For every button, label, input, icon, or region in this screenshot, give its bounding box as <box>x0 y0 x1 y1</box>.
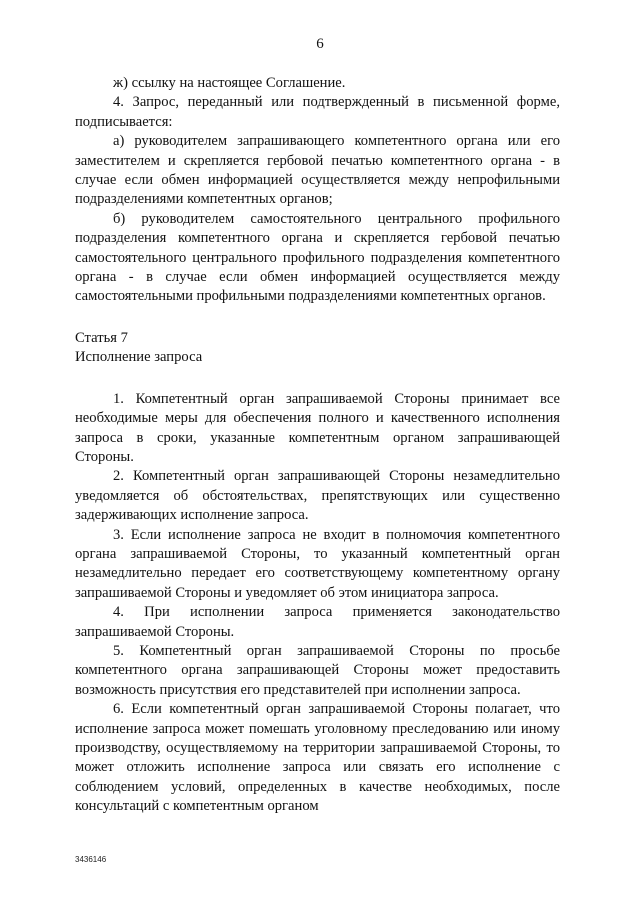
page-number: 6 <box>316 36 324 52</box>
paragraph: 6. Если компетентный орган запрашиваемой Стороны полагает, что исполнение запроса может помешать уголовному преследованию или иному производству, осуществляемому на территории запрашиваемой Стороны, то может отложить исполнение запроса или связать его исполнение с соблюдением условий, определенных в качестве необходимых, после консультаций с компетентным органом <box>75 701 560 815</box>
document-id: 3436146 <box>75 855 107 864</box>
paragraph: 1. Компетентный орган запрашиваемой Стороны принимает все необходимые меры для обеспечения полного и качественного исполнения запроса в сроки, указанные компетентным органом запрашивающей Стороны. <box>75 390 560 465</box>
article-subtitle: Исполнение запроса <box>75 349 203 366</box>
paragraph: 3. Если исполнение запроса не входит в полномочия компетентного органа запрашиваемой Стороны, то указанный компетентный орган незамедлительно передает его соответствующему компетентному органу запрашиваемой Стороны и уведомляет об этом инициатора запроса. <box>75 526 560 601</box>
paragraph: 4. При исполнении запроса применяется законодательство запрашиваемой Стороны. <box>75 604 560 640</box>
document-body <box>75 74 560 817</box>
paragraph: 5. Компетентный орган запрашиваемой Стороны по просьбе компетентного органа запрашивающей Стороны может предоставить возможность присутствия его представителей при исполнении запроса. <box>75 642 560 698</box>
paragraph: а) руководителем запрашивающего компетентного органа или его заместителем и скрепляется гербовой печатью компетентного органа - в случае если обмен информацией осуществляется между непрофильными подразделениями компетентных органов; <box>75 133 560 208</box>
paragraph: 2. Компетентный орган запрашивающей Стороны незамедлительно уведомляется об обстоятельствах, препятствующих или существенно задерживающих исполнение запроса. <box>75 468 560 524</box>
paragraph: ж) ссылку на настоящее Соглашение. <box>113 75 346 91</box>
article-title: Статья 7 <box>75 329 128 346</box>
paragraph: б) руководителем самостоятельного центрального профильного подразделения компетентного органа и скрепляется гербовой печатью самостоятельного центрального профильного подразделения компетентного органа - в случае если обмен информацией осуществляется между самостоятельными профильными подразделениями компетентных органов. <box>75 210 560 305</box>
paragraph: 4. Запрос, переданный или подтвержденный в письменной форме, подписывается: <box>75 94 560 130</box>
